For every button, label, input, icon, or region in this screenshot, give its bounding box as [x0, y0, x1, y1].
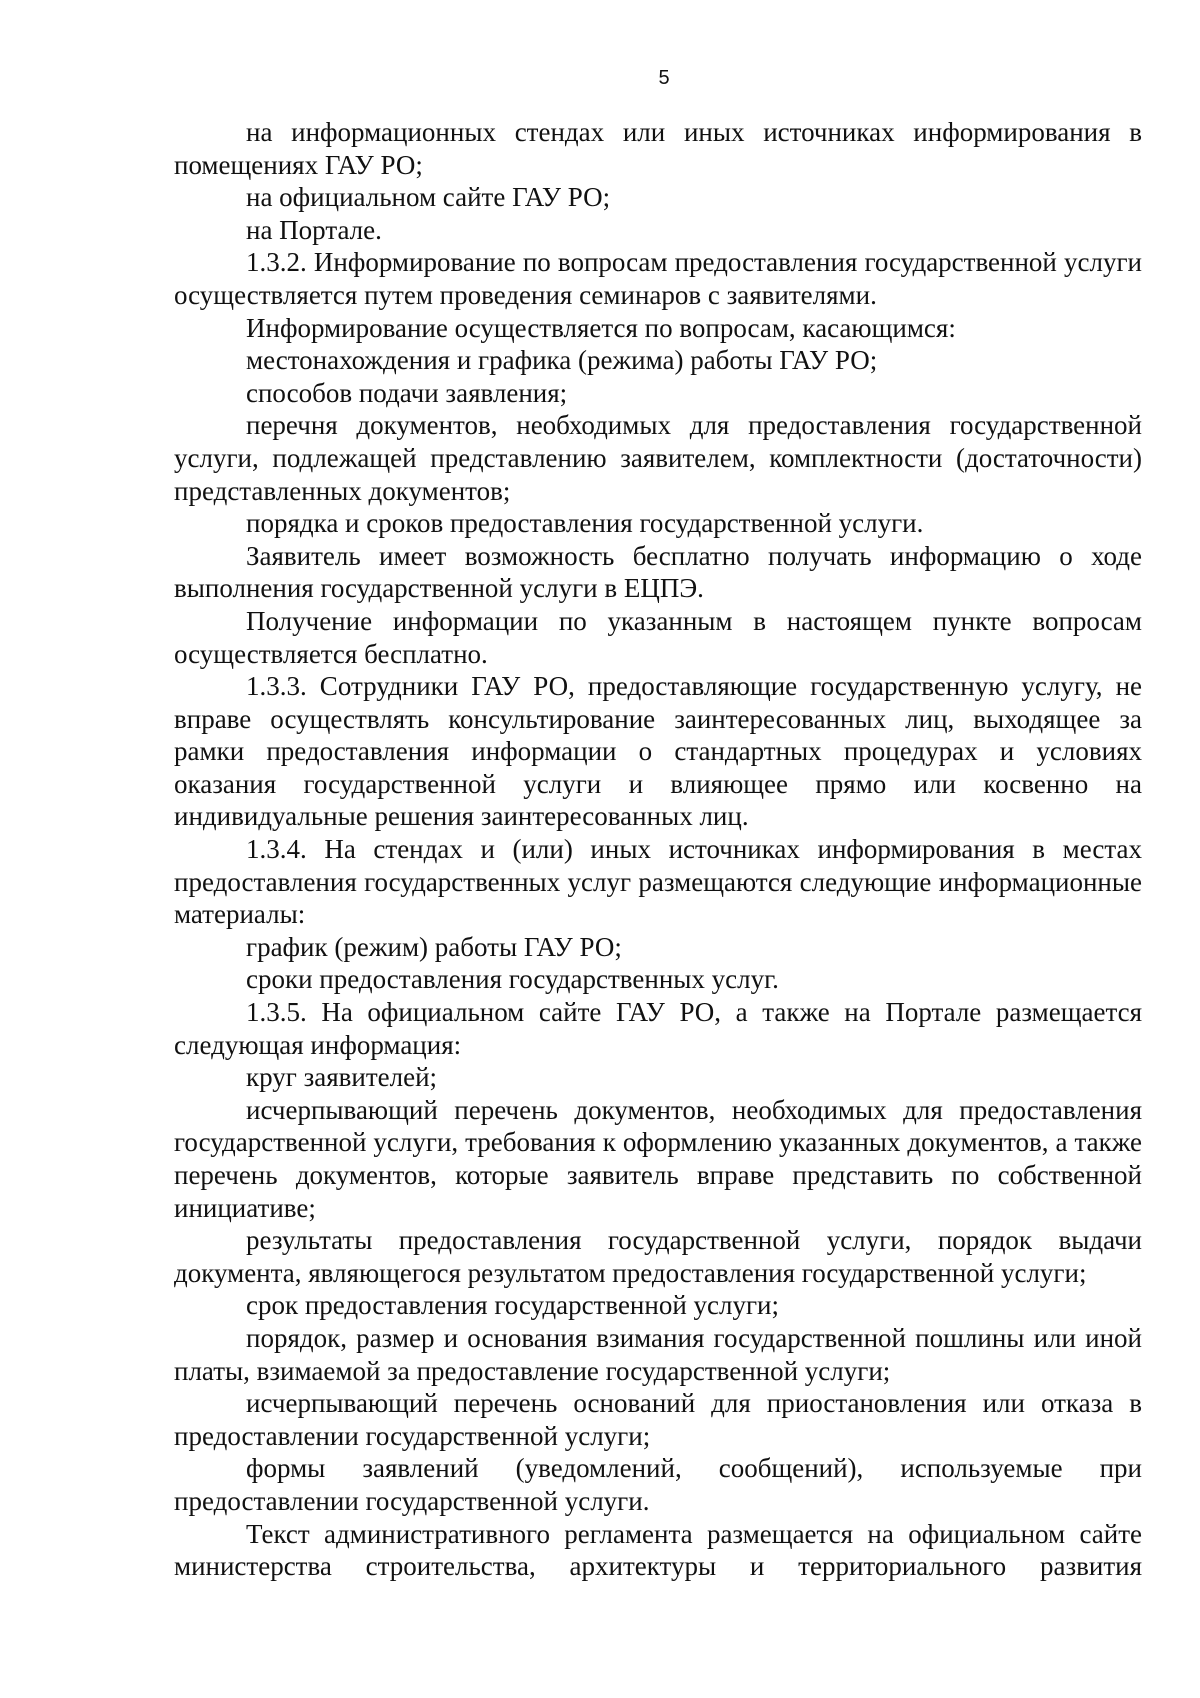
paragraph: результаты предоставления государственной услуги, порядок выдачи документа, являющегося результатом предоставления государственной услуги;	[174, 1225, 1142, 1288]
paragraph: срок предоставления государственной услуги;	[246, 1290, 780, 1321]
paragraph: способов подачи заявления;	[246, 377, 568, 408]
paragraph: Информирование осуществляется по вопросам, касающимся:	[246, 312, 956, 343]
paragraph: на Портале.	[246, 214, 382, 245]
paragraph: 1.3.3. Сотрудники ГАУ РО, предоставляющие государственную услугу, не вправе осуществлять консультирование заинтересованных лиц, выходящее за рамки предоставления информации о стандартных процедурах и условиях оказания государственной услуги и влияющее прямо или косвенно на индивидуальные решения заинтересованных лиц.	[174, 671, 1142, 832]
paragraph: график (режим) работы ГАУ РО;	[246, 931, 622, 962]
paragraph: круг заявителей;	[246, 1062, 438, 1093]
paragraph: Получение информации по указанным в настоящем пункте вопросам осуществляется бесплатно.	[174, 605, 1142, 669]
paragraph: исчерпывающий перечень оснований для приостановления или отказа в предоставлении государственной услуги;	[174, 1388, 1142, 1451]
paragraph: 1.3.2. Информирование по вопросам предоставления государственной услуги осуществляется путем проведения семинаров с заявителями.	[174, 247, 1142, 310]
paragraph: 1.3.4. На стендах и (или) иных источниках информирования в местах предоставления государственных услуг размещаются следующие информационные материалы:	[174, 834, 1142, 930]
paragraph: формы заявлений (уведомлений, сообщений), используемые при предоставлении государственной услуги.	[174, 1453, 1142, 1516]
paragraph: Заявитель имеет возможность бесплатно получать информацию о ходе выполнения государственной услуги в ЕЦПЭ.	[174, 540, 1142, 604]
paragraph: Текст административного регламента размещается на официальном сайте министерства строительства, архитектуры и территориального развития	[174, 1518, 1142, 1582]
paragraph: на информационных стендах или иных источниках информирования в помещениях ГАУ РО;	[174, 117, 1142, 180]
paragraph: 1.3.5. На официальном сайте ГАУ РО, а также на Портале размещается следующая информация:	[174, 997, 1142, 1060]
paragraph: местонахождения и графика (режима) работы ГАУ РО;	[246, 345, 878, 376]
paragraph: порядка и сроков предоставления государственной услуги.	[246, 508, 924, 539]
page-number: 5	[658, 67, 670, 89]
paragraph: порядок, размер и основания взимания государственной пошлины или иной платы, взимаемой за предоставление государственной услуги;	[174, 1322, 1142, 1386]
document-body	[174, 116, 1142, 1583]
paragraph: перечня документов, необходимых для предоставления государственной услуги, подлежащей представлению заявителем, комплектности (достаточности) представленных документов;	[174, 410, 1142, 506]
paragraph: на официальном сайте ГАУ РО;	[246, 182, 611, 213]
paragraph: сроки предоставления государственных услуг.	[246, 964, 779, 995]
paragraph: исчерпывающий перечень документов, необходимых для предоставления государственной услуги, требования к оформлению указанных документов, а также перечень документов, которые заявитель вправе представить по собственной инициативе;	[174, 1094, 1142, 1223]
